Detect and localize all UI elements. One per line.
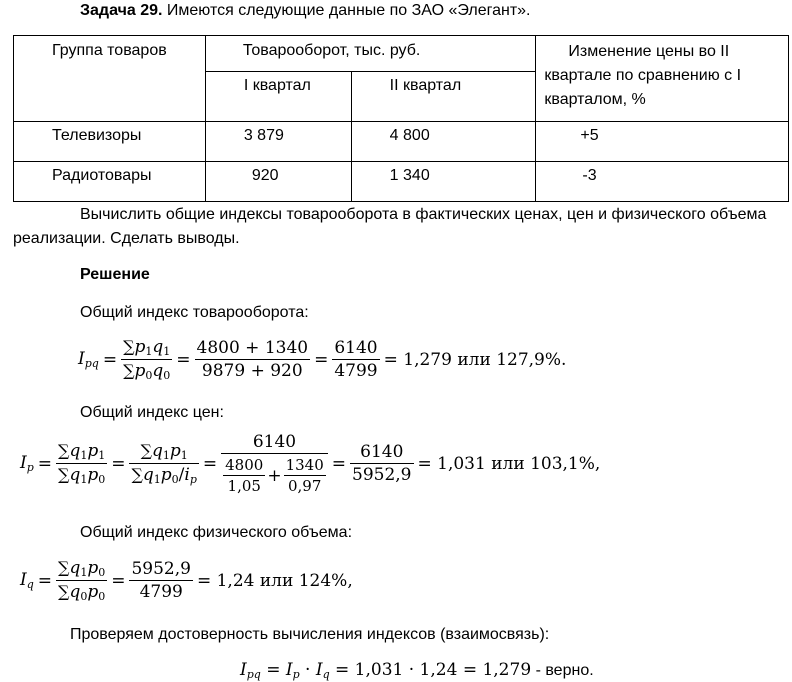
row-q1: 920 — [251, 167, 279, 184]
volume-index-formula: $I_q$ = $\frac{\sum q_1p_0}{\sum q_0p_0}$ = $\frac{5952,9}{4799}$ = 1,24 или 124%, — [20, 558, 353, 603]
f2-a-num: 4800 — [225, 456, 264, 474]
f3-result: = 1,24 или 124%, — [196, 570, 353, 591]
turnover-index-heading: Общий индекс товарооборота: — [80, 304, 309, 321]
header-q1-label: I квартал — [243, 77, 311, 94]
task-label: Задача 29. — [80, 2, 163, 19]
row-change: -3 — [582, 167, 597, 184]
volume-index-heading: Общий индекс физического объема: — [80, 524, 353, 541]
f2-a-den: 1,05 — [227, 477, 261, 495]
header-q2 — [351, 72, 536, 122]
row-q2: 4 800 — [389, 127, 430, 144]
f4-verdict: - верно. — [531, 662, 594, 679]
f1-num-expr: 4800 + 1340 — [196, 338, 309, 358]
row-q1-cell — [205, 162, 351, 202]
header-group — [14, 36, 206, 122]
row-name-cell — [14, 122, 206, 162]
task-description-line2: реализации. Сделать выводы. — [13, 230, 240, 247]
f4-expr: = 1,031 · 1,24 = 1,279 — [335, 660, 532, 680]
f2-result: = 1,031 или 103,1%, — [417, 453, 601, 474]
header-change-label: Изменение цены во II квартале по сравнению с I кварталом, % — [544, 43, 742, 108]
f1-den-expr: 9879 + 920 — [201, 361, 303, 381]
f3-num-val: 5952,9 — [131, 559, 191, 579]
header-turnover — [205, 36, 536, 72]
header-q2-label: II квартал — [389, 77, 462, 94]
row-name: Радиотовары — [52, 167, 152, 184]
row-q1: 3 879 — [243, 127, 284, 144]
f2-num-val: 6140 — [221, 432, 328, 454]
f2-r-den: 5952,9 — [352, 465, 412, 485]
price-index-heading: Общий индекс цен: — [80, 404, 224, 421]
f2-b-den: 0,97 — [287, 477, 322, 495]
check-heading: Проверяем достоверность вычисления индексов (взаимосвязь): — [70, 626, 550, 643]
row-change-cell — [536, 122, 789, 162]
f1-result: = 1,279 или 127,9%. — [383, 349, 567, 370]
data-table — [13, 35, 789, 202]
row-change-cell — [536, 162, 789, 202]
f1-num-val: 6140 — [334, 338, 378, 358]
task-text: Имеются следующие данные по ЗАО «Элегант». — [162, 2, 531, 19]
table-row — [14, 162, 789, 202]
task-description-line1: Вычислить общие индексы товарооборота в фактических ценах, цен и физического объема — [80, 206, 767, 223]
row-change: +5 — [580, 127, 599, 144]
row-q2: 1 340 — [389, 167, 430, 184]
header-group-label: Группа товаров — [52, 42, 167, 59]
table-row — [14, 122, 789, 162]
header-turnover-label: Товарооборот, тыс. руб. — [242, 42, 421, 59]
header-change — [536, 36, 789, 122]
header-q1 — [205, 72, 351, 122]
row-name: Телевизоры — [52, 127, 142, 144]
check-formula: $I_{pq} = I_p \cdot I_q = 1,031 \cdot 1,24 = 1,279$ - верно. — [240, 660, 594, 681]
f2-r-num: 6140 — [350, 442, 413, 464]
f2-b-num: 1340 — [285, 456, 324, 474]
price-index-formula: $I_p$ = $\frac{\sum q_1p_1}{\sum q_1p_0}$ = $\frac{\sum q_1p_1}{\sum q_1p_0/i_p}$ = 6140 $\frac{4800}{1,05}$ + $\frac{1340}{0,97}$ = $\frac{6140}{5952,9}$ = 1,031 или 103,1%, — [20, 432, 601, 495]
task-title — [80, 2, 531, 20]
turnover-index-formula: $I_{pq}$ = $\frac{\sum p_1q_1}{\sum p_0q_0}$ = $\frac{4800 + 1340}{9879 + 920}$ = $\frac{6140}{4799}$ = 1,279 или 127,9%. — [78, 337, 567, 382]
row-q1-cell — [205, 122, 351, 162]
f3-den-val: 4799 — [139, 582, 183, 602]
row-q2-cell — [351, 122, 536, 162]
solution-heading: Решение — [80, 266, 150, 283]
row-q2-cell — [351, 162, 536, 202]
row-name-cell — [14, 162, 206, 202]
f1-den-val: 4799 — [334, 361, 378, 381]
